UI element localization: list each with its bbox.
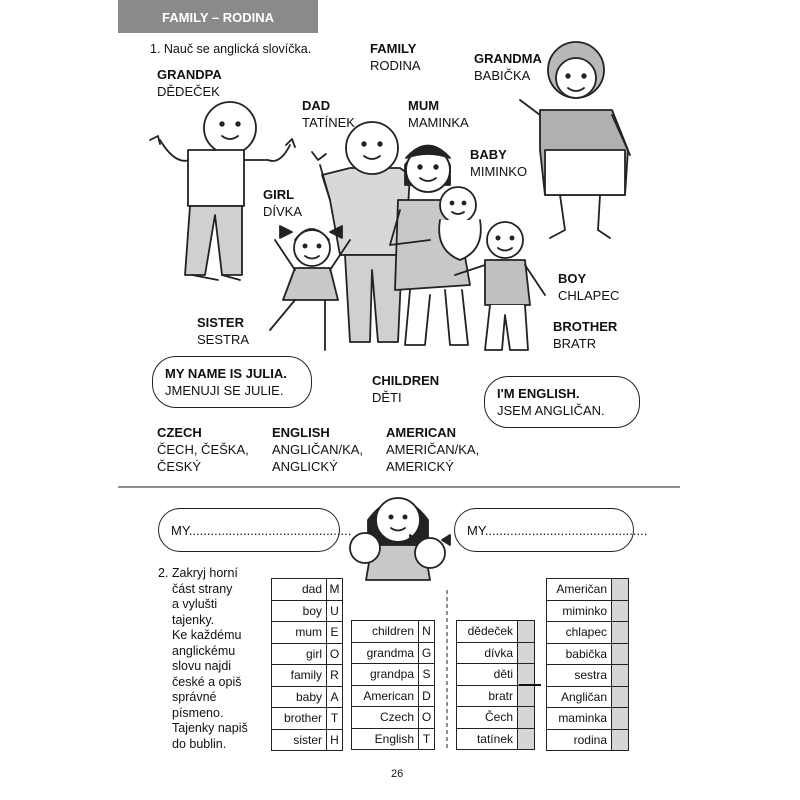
answer-cell[interactable] — [612, 665, 629, 687]
answer-cell[interactable] — [518, 707, 535, 729]
table-row: tatínek — [457, 728, 535, 750]
table-row: grandpa S — [352, 664, 435, 686]
word-children: CHILDREN DĚTI — [372, 373, 440, 405]
puzzle-table-4[interactable] — [546, 578, 629, 751]
word-american: AMERICAN AMERIČAN/KA, AMERICKÝ — [386, 425, 480, 474]
bottom-faces — [350, 498, 450, 580]
table-row: chlapec — [547, 622, 629, 644]
table-row: boy U — [272, 600, 343, 622]
word-czech: CZECH ČECH, ČEŠKA, ČESKÝ — [157, 425, 249, 474]
table-row: grandma G — [352, 642, 435, 664]
word-boy: BOY CHLAPEC — [558, 271, 620, 303]
answer-cell[interactable] — [612, 729, 629, 751]
word-brother: BROTHER BRATR — [553, 319, 618, 351]
word-grandpa: GRANDPA DĚDEČEK — [157, 67, 222, 99]
table-row: English T — [352, 728, 435, 750]
word-english: ENGLISH ANGLIČAN/KA, ANGLICKÝ — [272, 425, 364, 474]
speech-bubble-julia: MY NAME IS JULIA. JMENUJI SE JULIE. — [152, 356, 312, 408]
answer-cell[interactable] — [612, 708, 629, 730]
answer-cell[interactable] — [612, 643, 629, 665]
exercise2-instruction: 2. Zakryj horní část strany a vylušti tajenky. Ke každému anglickému slovu najdi české a opiš správné písmeno. Tajenky napiš do bublin. — [158, 566, 248, 751]
puzzle-table-2 — [351, 620, 435, 750]
table-row: rodina — [547, 729, 629, 751]
answer-cell[interactable] — [612, 600, 629, 622]
table-row: mum E — [272, 622, 343, 644]
table-row: American D — [352, 685, 435, 707]
answer-cell[interactable] — [518, 728, 535, 750]
speech-bubble-english: I'M ENGLISH. JSEM ANGLIČAN. — [484, 376, 640, 428]
dad-figure — [312, 122, 410, 342]
table-row: Czech O — [352, 707, 435, 729]
table-row: children N — [352, 621, 435, 643]
table-row: bratr — [457, 685, 535, 707]
table-row: dědeček — [457, 621, 535, 643]
table-row: dívka — [457, 642, 535, 664]
table-row: miminko — [547, 600, 629, 622]
answer-cell[interactable] — [612, 579, 629, 601]
table-row: family R — [272, 665, 343, 687]
word-family: FAMILY RODINA — [370, 41, 421, 73]
word-mum: MUM MAMINKA — [408, 98, 469, 130]
word-dad: DAD TATÍNEK — [302, 98, 355, 130]
page-number: 26 — [391, 768, 404, 780]
puzzle-table-1 — [271, 578, 343, 751]
page-header: FAMILY – RODINA — [118, 0, 318, 33]
table-row: sister H — [272, 729, 343, 751]
answer-cell[interactable] — [518, 642, 535, 664]
answer-cell[interactable] — [612, 686, 629, 708]
answer-cell[interactable] — [518, 621, 535, 643]
my-answer-bubble-right[interactable]: MY............................................. — [454, 508, 634, 552]
divider-mark — [519, 684, 541, 686]
table-row: Američan — [547, 579, 629, 601]
table-row: Čech — [457, 707, 535, 729]
answer-cell[interactable] — [518, 685, 535, 707]
exercise1-instruction: 1. Nauč se anglická slovíčka. — [150, 42, 312, 56]
table-row: babička — [547, 643, 629, 665]
table-row: děti — [457, 664, 535, 686]
table-row: baby A — [272, 686, 343, 708]
table-row: brother T — [272, 708, 343, 730]
baby-figure — [439, 187, 481, 260]
word-grandma: GRANDMA BABIČKA — [474, 51, 542, 83]
answer-cell[interactable] — [612, 622, 629, 644]
table-row: girl O — [272, 643, 343, 665]
answer-cell[interactable] — [518, 664, 535, 686]
word-girl: GIRL DÍVKA — [263, 187, 303, 219]
table-row: sestra — [547, 665, 629, 687]
word-baby: BABY MIMINKO — [470, 147, 528, 179]
my-answer-bubble-left[interactable]: MY............................................. — [158, 508, 340, 552]
table-row: dad M — [272, 579, 343, 601]
table-row: Angličan — [547, 686, 629, 708]
word-sister: SISTER SESTRA — [197, 315, 250, 347]
table-row: maminka — [547, 708, 629, 730]
